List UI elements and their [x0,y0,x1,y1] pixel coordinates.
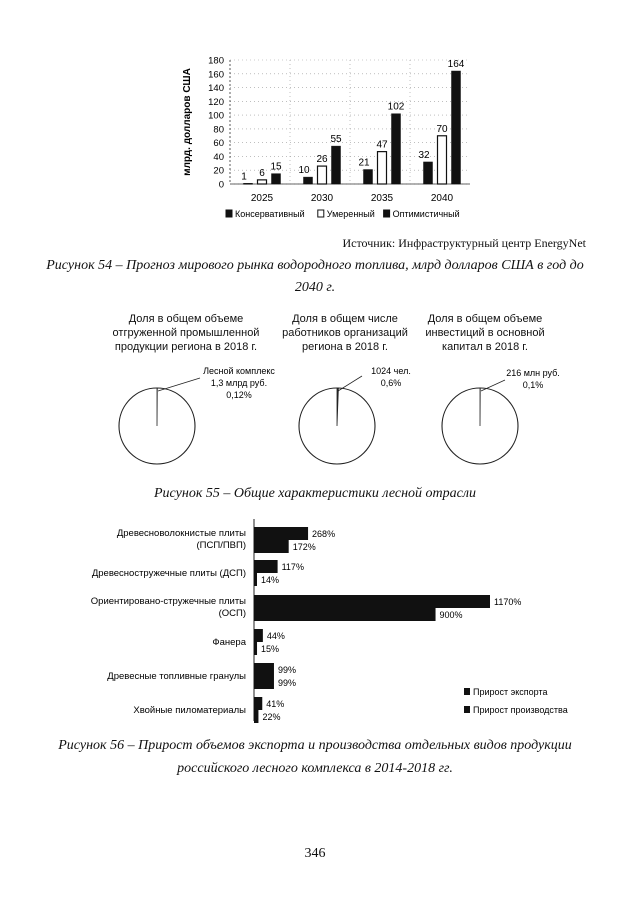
legend-label: Прирост экспорта [473,687,548,697]
data-label: 99% [277,665,296,675]
legend-swatch [226,210,232,217]
y-tick-label: 140 [208,83,224,95]
legend-swatch [384,210,390,217]
bar [254,560,278,573]
bar [332,146,341,184]
pie-1-title-line: отгруженной промышленной [112,327,260,339]
bar [254,540,289,553]
legend-swatch [318,210,324,217]
figure-56-caption-line1: Рисунок 56 – Прирост объемов экспорта и производства отдельных видов продукции [58,738,572,753]
data-label: 164 [447,59,465,71]
y-tick-label: 100 [208,110,224,122]
bar [254,608,436,621]
y-tick-label: 80 [213,124,224,136]
figure-54-caption-line1: Рисунок 54 – Прогноз мирового рынка водородного топлива, млрд долларов США в год до [46,258,584,273]
data-label: 32 [418,149,430,161]
y-tick-label: 0 [218,179,224,191]
pie-3-title-line: капитал в 2018 г. [442,341,528,353]
category-label: (ОСП) [218,608,246,619]
figure-54-caption-line2: 2040 г. [294,280,336,295]
pie-3-title-line: Доля в общем объеме [427,313,543,325]
data-label: 900% [439,610,463,620]
pie-2-title-line: региона в 2018 г. [302,341,388,353]
legend-label: Прирост производства [473,705,568,715]
data-label: 117% [281,562,304,572]
leader-line [481,380,505,391]
legend-label: Оптимистичный [392,209,460,219]
data-label: 26 [316,154,328,166]
data-label: 172% [292,542,316,552]
category-label: Хвойные пиломатериалы [133,705,246,716]
pie-1-title-line: Доля в общем объеме [128,313,244,325]
pie-label: 0,6% [380,378,402,388]
bar [244,183,253,184]
bar [254,527,308,540]
data-label: 44% [266,631,285,641]
bar [254,573,257,586]
pie-2-title [265,312,425,354]
pie-label: 0,12% [226,390,252,400]
category-label: Древесноволокнистые плиты [116,528,246,539]
y-tick-label: 40 [213,151,224,163]
data-label: 15 [270,161,282,173]
y-tick-label: 160 [208,69,224,81]
y-tick-label: 60 [213,138,224,150]
legend-swatch [464,706,470,713]
data-label: 41% [266,699,285,709]
x-tick-label: 2030 [310,193,334,204]
category-label: Древесные топливные гранулы [107,671,246,682]
pie-label: 216 млн руб. [506,368,560,378]
data-label: 21 [358,157,370,169]
bar [378,152,387,184]
data-label: 99% [277,678,296,688]
pie-3-title [405,312,565,354]
data-label: 22% [262,712,281,722]
legend-label: Консервативный [235,209,305,219]
bar [254,663,274,676]
y-tick-label: 20 [213,165,224,177]
bar [424,162,433,184]
figure-55-caption: Рисунок 55 – Общие характеристики лесной отрасли [154,486,476,501]
data-label: 55 [330,134,342,146]
x-tick-label: 2035 [370,193,394,204]
bar [438,136,447,184]
forestry-growth-chart [0,515,630,730]
bar [254,710,258,723]
legend-label: Умеренный [326,209,375,219]
bar [364,170,373,184]
pie-2-title-line: Доля в общем числе [292,313,398,325]
pie-label: 0,1% [522,380,544,390]
legend-swatch [464,688,470,695]
leader-line [158,378,200,391]
page-number: 346 [304,846,326,861]
pie-label: 1,3 млрд руб. [210,378,268,388]
data-label: 1 [241,171,247,183]
pie-1-title [106,312,266,354]
y-axis-label: млрд. долларов США [182,68,193,176]
bar [254,676,274,689]
bar [254,595,490,608]
data-label: 10 [298,165,310,177]
data-label: 15% [261,644,280,654]
data-label: 14% [261,575,280,585]
pie-1-title-line: продукции региона в 2018 г. [114,341,258,353]
data-label: 1170% [494,597,522,607]
bar [254,629,263,642]
data-label: 70 [436,123,448,135]
bar [318,166,327,184]
source-note: Источник: Инфраструктурный центр EnergyNet [342,236,586,250]
leader-line [338,376,362,391]
data-label: 6 [259,167,265,179]
category-label: (ПСП/ПВП) [196,540,246,551]
bar [272,174,281,184]
hydrogen-market-chart [0,0,630,230]
x-tick-label: 2040 [430,193,454,204]
data-label: 268% [312,529,336,539]
pie-2-title-line: работников организаций [282,327,408,339]
pie-label: 1024 чел. [371,366,411,376]
data-label: 47 [376,139,388,151]
y-tick-label: 180 [208,55,224,67]
bar [254,642,257,655]
category-label: Ориентировано-стружечные плиты [90,596,246,607]
bar [254,697,262,710]
pie-label: Лесной комплекс [203,366,275,376]
forestry-pies [0,360,630,470]
data-label: 102 [387,101,405,113]
x-tick-label: 2025 [250,193,274,204]
category-label: Древесностружечные плиты (ДСП) [91,568,246,579]
y-tick-label: 120 [208,96,224,108]
bar [304,177,313,184]
bar [452,71,461,184]
category-label: Фанера [212,637,246,648]
bar [258,180,267,184]
figure-56-caption-line2: российского лесного комплекса в 2014-2018 гг. [177,761,453,776]
bar [392,114,401,184]
pie-3-title-line: инвестиций в основной [425,327,545,339]
